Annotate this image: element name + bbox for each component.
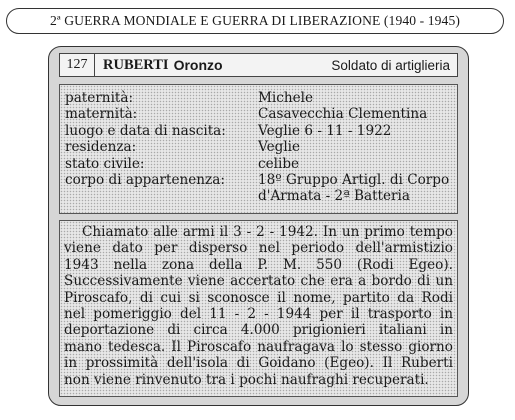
narrative-panel [59,220,458,397]
narrative-line: Piroscafo, di cui si sconosce il nome, partito da Rodi [64,289,453,306]
value-unit: 18º Gruppo Artigl. di Corpo [258,172,450,189]
narrative-line: Chiamato alle armi il 3 - 2 - 1942. In un primo tempo [82,224,453,240]
banner-title: 2ª GUERRA MONDIALE E GUERRA DI LIBERAZIONE (1940 - 1945) [50,13,460,28]
soldier-first-name: Oronzo [173,57,223,73]
narrative-line: viene dato per disperso nel periodo dell'armistizio [64,240,453,257]
narrative-line: non viene rinvenuto tra i pochi naufraghi recuperati. [64,371,429,388]
record-number: 127 [60,54,95,76]
narrative-line: deportazione di circa 4.000 prigionieri italiani in [64,322,453,339]
value-residence: Veglie [258,139,301,156]
value-birth: Veglie 6 - 11 - 1922 [258,122,392,139]
narrative-line: Successivamente viene accertato che era a bordo di un [64,273,453,290]
details-labels [65,90,248,188]
soldier-name [95,54,223,76]
value-maternity: Casavecchia Clementina [258,106,428,123]
record-card [48,46,469,406]
narrative-line: mano tedesca. Il Piroscafo naufragava lo stesso giorno [64,338,453,355]
narrative-line: 1943 nella zona della P. M. 550 (Rodi Egeo). [64,256,453,273]
label-residence: residenza: [65,139,137,156]
soldier-rank: Soldato di artiglieria [331,57,450,73]
value-paternity: Michele [258,90,314,106]
personal-details-panel [59,84,458,214]
section-banner [6,8,504,34]
label-marital-status: stato civile: [65,155,145,172]
value-marital-status: celibe [258,155,300,172]
label-unit: corpo di appartenenza: [65,172,225,189]
label-paternity: paternità: [65,90,134,106]
label-maternity: maternità: [65,106,138,123]
soldier-surname: RUBERTI [103,56,169,73]
value-unit-continued: d'Armata - 2ª Batteria [258,188,410,205]
narrative-line: in prossimità dell'isola di Goidano (Egeo). Il Ruberti [64,355,453,372]
record-header [59,53,458,77]
narrative-line: nel pomeriggio del 11 - 2 - 1944 per il trasporto in [64,306,453,323]
details-values [258,90,458,205]
label-birth: luogo e data di nascita: [65,122,226,139]
